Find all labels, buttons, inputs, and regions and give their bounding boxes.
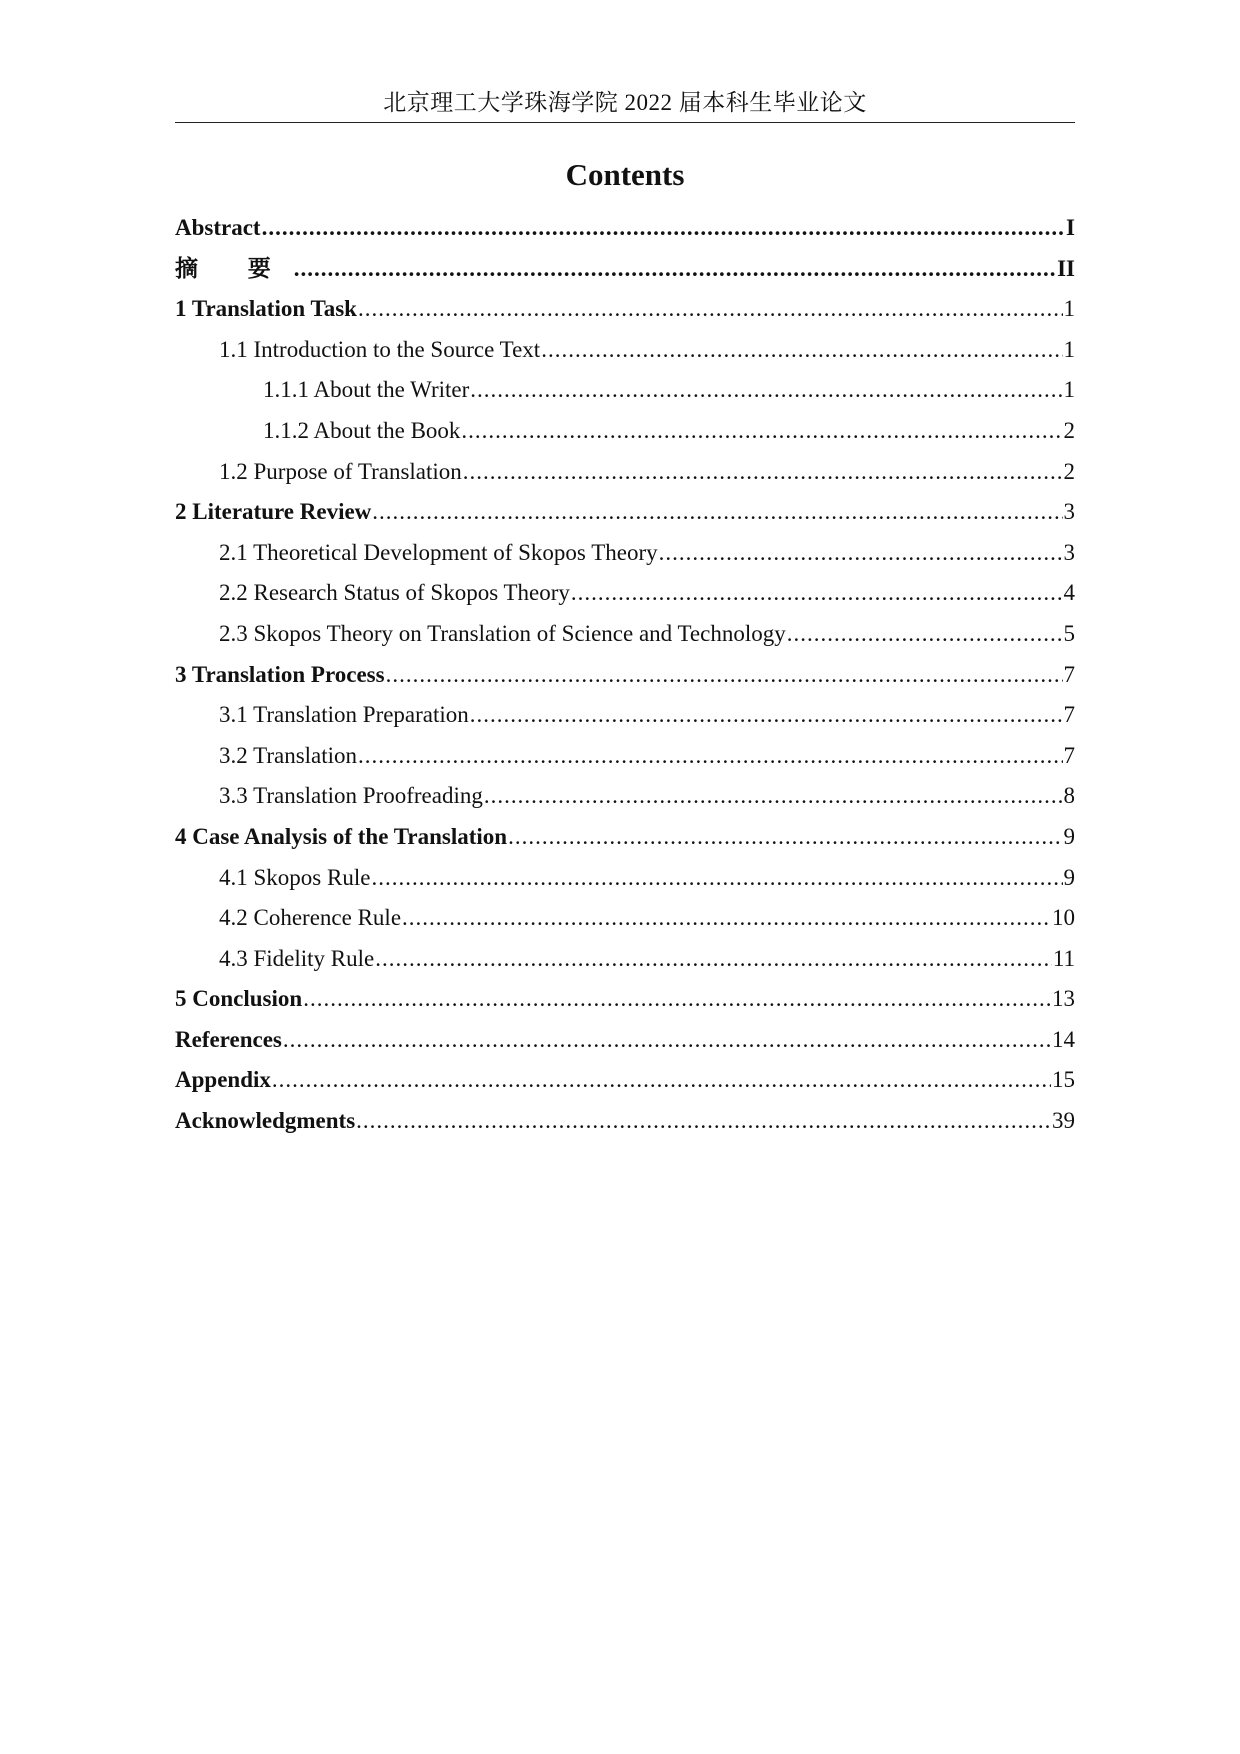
toc-entry-label: 2.3 Skopos Theory on Translation of Science and Technology bbox=[219, 620, 786, 646]
toc-entry-label: Acknowledgments bbox=[175, 1108, 356, 1134]
dot-leader bbox=[303, 979, 1051, 1019]
toc-entry-page: 10 bbox=[1052, 905, 1075, 931]
dot-leader bbox=[375, 939, 1052, 979]
dot-leader bbox=[463, 452, 1063, 492]
dot-leader bbox=[402, 898, 1051, 938]
dot-leader bbox=[294, 249, 1056, 289]
dot-leader bbox=[371, 858, 1062, 898]
toc-entry-references[interactable] bbox=[175, 1020, 1075, 1061]
dot-leader bbox=[386, 655, 1063, 695]
toc-entry-page: 39 bbox=[1052, 1108, 1075, 1134]
toc-entry-page: 11 bbox=[1052, 945, 1075, 971]
toc-entry-page: 1 bbox=[1063, 336, 1075, 362]
toc-entry-section-1-1-1[interactable] bbox=[175, 370, 1075, 411]
dot-leader bbox=[283, 1020, 1051, 1060]
toc-entry-section-4-1[interactable] bbox=[175, 858, 1075, 899]
dot-leader bbox=[508, 817, 1062, 857]
toc-entry-label: 1 Translation Task bbox=[175, 296, 357, 322]
toc-entry-page: 13 bbox=[1052, 986, 1075, 1012]
toc-entry-page: 9 bbox=[1063, 823, 1075, 849]
toc-entry-page: 9 bbox=[1063, 864, 1075, 890]
dot-leader bbox=[358, 289, 1063, 329]
toc-entry-page: 2 bbox=[1063, 458, 1075, 484]
toc-entry-label: 1.2 Purpose of Translation bbox=[219, 458, 462, 484]
toc-entry-label: Abstract bbox=[175, 215, 261, 240]
toc-entry-page: II bbox=[1057, 255, 1075, 281]
dot-leader bbox=[484, 776, 1063, 816]
dot-leader bbox=[372, 492, 1062, 532]
toc-entry-label: 4.1 Skopos Rule bbox=[219, 864, 371, 890]
toc-entry-page: 1 bbox=[1063, 377, 1075, 403]
toc-entry-label: 2.2 Research Status of Skopos Theory bbox=[219, 580, 570, 606]
toc-entry-section-1-1-2[interactable] bbox=[175, 411, 1075, 452]
toc-entry-chinese-abstract[interactable] bbox=[175, 249, 1075, 290]
toc-entry-label: 3 Translation Process bbox=[175, 661, 385, 687]
toc-entry-page: 3 bbox=[1063, 499, 1075, 525]
toc-entry-section-2-1[interactable] bbox=[175, 533, 1075, 574]
dot-leader bbox=[470, 370, 1062, 410]
toc-entry-label: 2 Literature Review bbox=[175, 499, 372, 525]
dot-leader bbox=[272, 1060, 1051, 1100]
dot-leader bbox=[470, 695, 1063, 735]
dot-leader bbox=[262, 208, 1065, 248]
toc-entry-appendix[interactable] bbox=[175, 1060, 1075, 1101]
table-of-contents bbox=[175, 208, 1075, 1142]
toc-entry-page: 5 bbox=[1063, 620, 1075, 646]
toc-entry-section-2-2[interactable] bbox=[175, 573, 1075, 614]
toc-entry-chapter-4[interactable] bbox=[175, 817, 1075, 858]
toc-entry-label: 5 Conclusion bbox=[175, 986, 303, 1012]
toc-entry-page: 8 bbox=[1063, 783, 1075, 809]
toc-entry-page: 14 bbox=[1052, 1026, 1075, 1052]
toc-entry-page: 3 bbox=[1063, 539, 1075, 565]
toc-entry-label: 3.1 Translation Preparation bbox=[219, 702, 469, 728]
toc-entry-chapter-5[interactable] bbox=[175, 979, 1075, 1020]
toc-entry-page: 7 bbox=[1063, 661, 1075, 687]
toc-entry-label: Appendix bbox=[175, 1067, 271, 1093]
dot-leader bbox=[461, 411, 1062, 451]
toc-entry-label: References bbox=[175, 1026, 282, 1052]
toc-title: Contents bbox=[565, 157, 685, 192]
toc-entry-section-1-1[interactable] bbox=[175, 330, 1075, 371]
header-rule bbox=[175, 122, 1075, 123]
toc-entry-label: 1.1.2 About the Book bbox=[263, 417, 461, 443]
toc-entry-section-4-3[interactable] bbox=[175, 939, 1075, 980]
toc-entry-page: 7 bbox=[1063, 702, 1075, 728]
toc-entry-section-1-2[interactable] bbox=[175, 452, 1075, 493]
toc-entry-section-4-2[interactable] bbox=[175, 898, 1075, 939]
page-header: 北京理工大学珠海学院 2022 届本科生毕业论文 bbox=[383, 90, 867, 115]
toc-entry-section-2-3[interactable] bbox=[175, 614, 1075, 655]
toc-entry-page: 4 bbox=[1063, 580, 1075, 606]
toc-entry-page: 7 bbox=[1063, 742, 1075, 768]
toc-entry-label: 摘 要 bbox=[175, 255, 293, 281]
toc-entry-chapter-2[interactable] bbox=[175, 492, 1075, 533]
toc-entry-acknowledgments[interactable] bbox=[175, 1101, 1075, 1142]
toc-entry-page: I bbox=[1066, 215, 1075, 240]
toc-entry-label: 4.3 Fidelity Rule bbox=[219, 945, 375, 971]
toc-entry-section-3-3[interactable] bbox=[175, 776, 1075, 817]
dot-leader bbox=[571, 573, 1063, 613]
toc-entry-chapter-1[interactable] bbox=[175, 289, 1075, 330]
toc-entry-abstract[interactable] bbox=[175, 208, 1075, 249]
toc-entry-label: 4.2 Coherence Rule bbox=[219, 905, 402, 931]
dot-leader bbox=[356, 1101, 1051, 1141]
dot-leader bbox=[541, 330, 1062, 370]
toc-entry-chapter-3[interactable] bbox=[175, 655, 1075, 696]
toc-entry-label: 4 Case Analysis of the Translation bbox=[175, 823, 508, 849]
toc-entry-section-3-1[interactable] bbox=[175, 695, 1075, 736]
dot-leader bbox=[358, 736, 1062, 776]
toc-entry-label: 2.1 Theoretical Development of Skopos Theory bbox=[219, 539, 658, 565]
toc-entry-page: 2 bbox=[1063, 417, 1075, 443]
toc-entry-label: 1.1.1 About the Writer bbox=[263, 377, 470, 403]
toc-entry-page: 15 bbox=[1052, 1067, 1075, 1093]
toc-entry-label: 1.1 Introduction to the Source Text bbox=[219, 336, 541, 362]
dot-leader bbox=[787, 614, 1063, 654]
toc-entry-label: 3.2 Translation bbox=[219, 742, 358, 768]
toc-entry-section-3-2[interactable] bbox=[175, 736, 1075, 777]
dot-leader bbox=[659, 533, 1063, 573]
toc-entry-label: 3.3 Translation Proofreading bbox=[219, 783, 483, 809]
toc-entry-page: 1 bbox=[1063, 296, 1075, 322]
